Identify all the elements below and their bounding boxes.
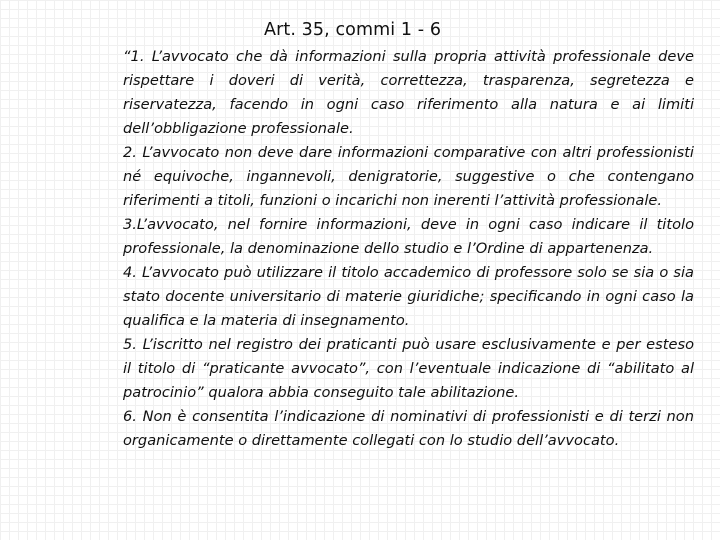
paragraph-comma-1: “1. L’avvocato che dà informazioni sulla propria attività professionale deve rispettare i doveri di verità, correttezza, trasparenza, segretezza e riservatezza, facendo in ogni caso riferimento alla natura e ai limiti dell’obbligazione professionale. — [123, 48, 694, 137]
paragraph-comma-2: 2. L’avvocato non deve dare informazioni comparative con altri professionisti né equivoche, ingannevoli, denigratorie, suggestive o che contengano riferimenti a titoli, funzioni o incarichi non inerenti l’attività professionale. — [123, 144, 694, 209]
paragraph-comma-5: 5. L’iscritto nel registro dei praticanti può usare esclusivamente e per esteso il titolo di “praticante avvocato”, con l’eventuale indicazione di “abilitato al patrocinio” qualora abbia conseguito tale abilitazione. — [123, 336, 694, 401]
article-body — [123, 45, 694, 453]
paragraph-comma-3: 3.L’avvocato, nel fornire informazioni, deve in ogni caso indicare il titolo professionale, la denominazione dello studio e l’Ordine di appartenenza. — [123, 216, 694, 257]
decorative-left-panel — [0, 0, 115, 540]
paragraph-comma-6: 6. Non è consentita l’indicazione di nominativi di professionisti e di terzi non organicamente o direttamente collegati con lo studio dell’avvocato. — [123, 408, 694, 449]
paragraph-comma-4: 4. L’avvocato può utilizzare il titolo accademico di professore solo se sia o sia stato docente universitario di materie giuridiche; specificando in ogni caso la qualifica e la materia di insegnamento. — [123, 264, 694, 329]
page-title: Art. 35, commi 1 - 6 — [264, 20, 442, 40]
